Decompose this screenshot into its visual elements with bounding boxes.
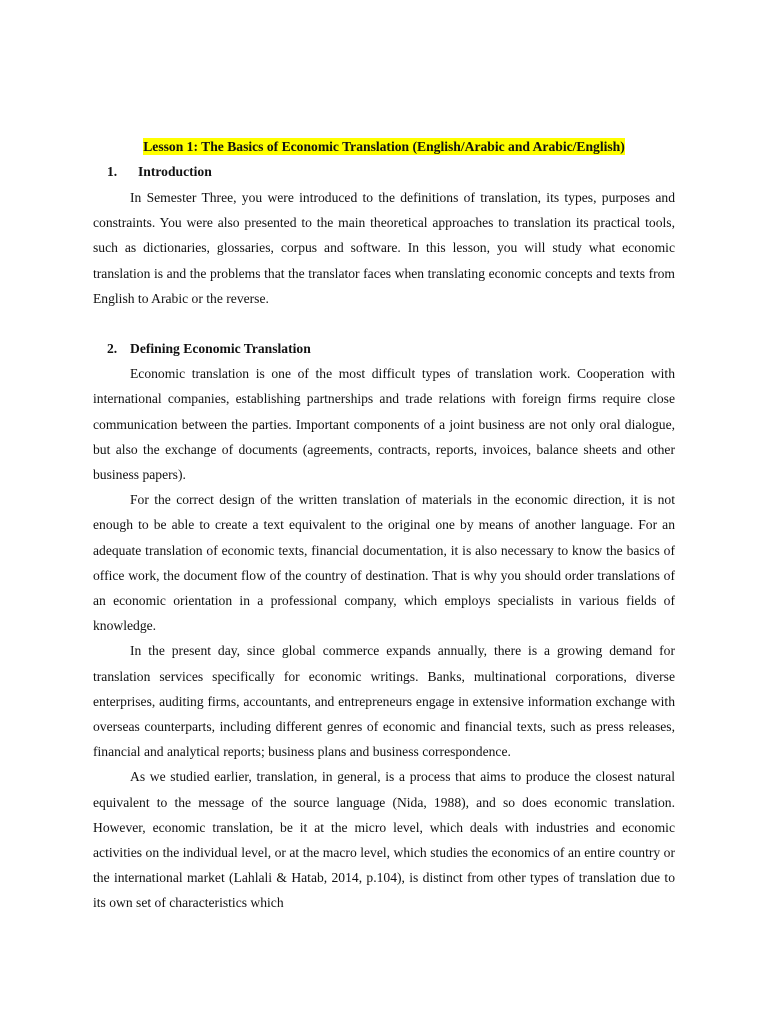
- paragraph: Economic translation is one of the most difficult types of translation work. Cooperation with international companies, establishing partnerships and trade relations with foreign firms require close communication between the parties. Important components of a joint business are not only oral dialogue, but also the exchange of documents (agreements, contracts, reports, invoices, balance sheets and other business papers).: [93, 366, 675, 483]
- paragraph-introduction: In Semester Three, you were introduced to the definitions of translation, its types, purposes and constraints. You were also presented to the main theoretical approaches to translation its practical tools, such as dictionaries, glossaries, corpus and software. In this lesson, you will study what economic translation is and the problems that the translator faces when translating economic concepts and texts from English to Arabic or the reverse.: [93, 190, 675, 306]
- section-heading-introduction: [93, 158, 675, 185]
- paragraph: For the correct design of the written translation of materials in the economic direction, it is not enough to be able to create a text equivalent to the original one by means of another language. For an adequate translation of economic texts, financial documentation, it is also necessary to know the basics of office work, the document flow of the country of destination. That is why you should order translations of an economic orientation in a professional company, which employs specialists in various fields of knowledge.: [93, 492, 675, 634]
- section-number: 1.: [107, 164, 118, 179]
- lesson-title-line: [93, 136, 675, 158]
- lesson-title: Lesson 1: The Basics of Economic Translation (English/Arabic and Arabic/English): [143, 139, 625, 154]
- section-number: 2.: [107, 341, 118, 357]
- document-page: [93, 136, 675, 916]
- section-heading-defining: [93, 336, 675, 361]
- paragraph: As we studied earlier, translation, in general, is a process that aims to produce the closest natural equivalent to the message of the source language (Nida, 1988), and so does economic translation. However, economic translation, be it at the micro level, which deals with industries and economic activities on the individual level, or at the macro level, which studies the economics of an entire country or the international market (Lahlali & Hatab, 2014, p.104), is distinct from other types of translation due to its own set of characteristics which: [93, 769, 675, 911]
- paragraph: In the present day, since global commerce expands annually, there is a growing demand for translation services specifically for economic writings. Banks, multinational corporations, diverse enterprises, auditing firms, accountants, and entrepreneurs engage in extensive information exchange with overseas counterparts, including different genres of economic and financial texts, such as press releases, financial and analytical reports; business plans and business correspondence.: [93, 643, 675, 760]
- section-title: Defining Economic Translation: [130, 341, 311, 357]
- section-title: Introduction: [138, 164, 212, 179]
